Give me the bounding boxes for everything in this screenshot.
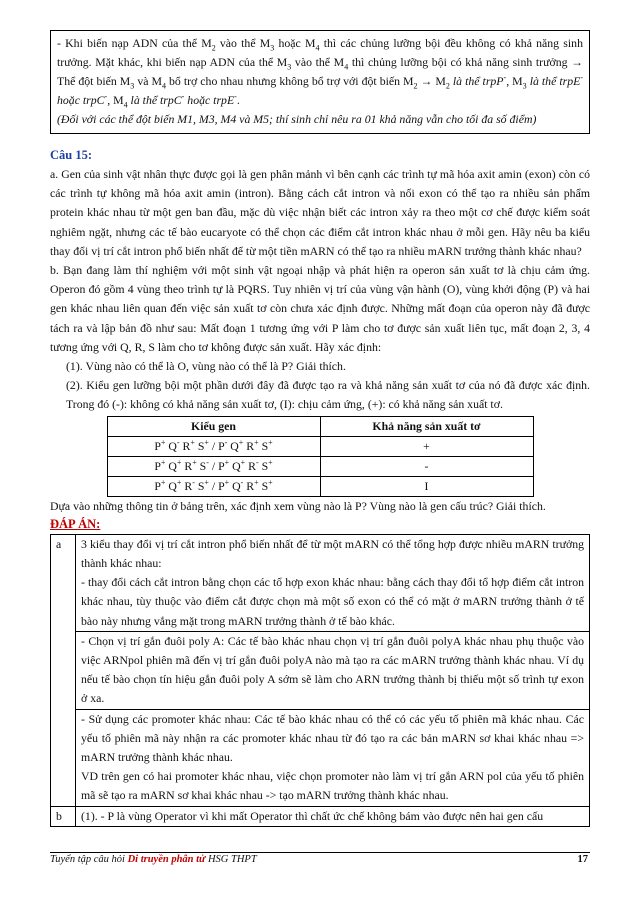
question-b-1: (1). Vùng nào có thể là O, vùng nào có thể là P? Giải thích. (66, 359, 346, 374)
answer-a-intro: 3 kiểu thay đổi vị trí cắt intron phổ biến nhất để từ một mARN có thể tổng hợp được nhiều mARN trưởng thành khác nhau: (81, 536, 584, 571)
answer-label-a: a (51, 534, 76, 806)
result-cell: + (320, 436, 533, 456)
answer-a-point-2: - Chọn vị trí gắn đuôi poly A: Các tế bào khác nhau chọn vị trí gắn đuôi polyA khác nhau phụ thuộc vào việc ARNpol phiên mã đến vị trí gắn đuôi polyA nào mà tạo ra các mARN trưởng thành khác nhau. Ví dụ nếu tế bào chọn tín hiệu gắn đuôi poly A sớm sẽ làm cho ARN trưởng thành bị thiếu một số trình tự exon ở xa. (76, 631, 590, 709)
table-row (107, 456, 533, 476)
footer-prefix: Tuyển tập câu hỏi (50, 854, 128, 865)
result-cell: - (320, 456, 533, 476)
previous-answer-text: - Khi biến nạp ADN của thể $M_2$ vào thể $M_3$ hoặc $M_4$ thì các chủng lưỡng bội đều không có khả năng sinh trưởng. Mặt khác, khi biến nạp ADN của thể $M_3$ vào thể $M_4$ thì chủng lưỡng bội có khả năng sinh trưởng → Thể đột biến $M_3$ và $M_4$ bổ trợ cho nhau nhưng không bổ trợ với đột biến $M_2 \to M_2$ là thể trpP-, $M_3$ là thể trpE- hoặc trpC-, $M_4$ là thể trpC- hoặc trpE-. (57, 36, 583, 110)
genotype-table (107, 416, 534, 497)
question-part-a: a. Gen của sinh vật nhân thực được gọi là gen phân mảnh vì bên cạnh các trình tự mã hóa axit amin (exon) còn có các trình tự không mã hóa axit amin (intron). Bằng cách cắt intron và nối exon có thể tạo ra nhiều sản phẩm protein khác nhau từ một gen ban đầu, mặc dù việc nhận biết các intron xảy ra theo một cơ chế được kiểm soát nghiêm ngặt, nhưng các tế bào eucaryote có thể chọn các điểm cắt intron khác nhau ở mỗi gen. Hãy nêu ba kiểu thay đổi vị trí cắt intron phổ biến nhất để từ một tiền mARN có thể tạo ra nhiều mARN trưởng thành khác nhau? (50, 167, 590, 258)
answer-a-example: VD trên gen có hai promoter khác nhau, việc chọn promoter nào làm vị trí gắn ARN pol của yếu tố phiên mã sẽ tạo ra mARN sơ khai khác nhau -> tạo mARN trưởng thành khác nhau. (81, 769, 584, 803)
answer-title: ĐÁP ÁN: (50, 516, 101, 531)
answer-row-a3 (51, 709, 590, 806)
answer-a-cell-3 (76, 709, 590, 806)
scoring-note: (Đối với các thể đột biến M1, M3, M4 và M5; thí sinh chỉ nêu ra 01 khả năng vẫn cho tối đa số điểm) (57, 112, 537, 126)
table-row (107, 436, 533, 456)
genotype-cell: P+ Q+ R+ S- / P+ Q+ R- S+ (107, 456, 320, 476)
question-title: Câu 15: (50, 148, 93, 162)
col-header-production: Khả năng sản xuất tơ (320, 416, 533, 436)
answer-row-a2 (51, 631, 590, 709)
genotype-cell: P+ Q+ R- S+ / P+ Q- R+ S+ (107, 476, 320, 496)
question-final: Dựa vào những thông tin ở bảng trên, xác định xem vùng nào là P? Vùng nào là gen cấu trúc? Giải thích. (50, 498, 546, 513)
answer-label-b: b (51, 806, 76, 826)
footer-suffix: HSG THPT (205, 854, 257, 865)
col-header-genotype: Kiểu gen (107, 416, 320, 436)
answer-a-point-1: - thay đổi cách cắt intron bằng chọn các tổ hợp exon khác nhau: bằng cách thay đổi tổ hợp điểm cắt intron khác nhau, tùy thuộc vào điểm cắt được chọn mà một số exon có thể có mặt ở mARN trưởng thành ở tế bào này nhưng vắng mặt trong mARN trưởng thành ở tế bào khác. (81, 575, 584, 628)
previous-answer-box (50, 30, 590, 134)
question-b-2: (2). Kiểu gen lưỡng bội một phần dưới đây đã được tạo ra và khả năng sản xuất tơ của nó đã được xác định. Trong đó (-): không có khả năng sản xuất tơ, (I): chịu cảm ứng, (+): có khả năng sản xuất tơ. (66, 378, 590, 412)
answer-a-point-3: - Sử dụng các promoter khác nhau: Các tế bào khác nhau có thể có các yếu tố phiên mã khác nhau. Các yếu tố phiên mã này nhận ra các promoter khác nhau từ đó tạo ra các bản mARN sơ khai khác nhau => mARN trưởng thành khác nhau. (81, 711, 584, 765)
answer-table (50, 534, 590, 827)
page-number: 17 (577, 854, 588, 865)
table-row (107, 476, 533, 496)
question-part-b: b. Bạn đang làm thí nghiệm với một sinh vật ngoại nhập và phát hiện ra operon sản xuất tơ là chịu cảm ứng. Operon đó gồm 4 vùng theo trình tự là PQRS. Tuy nhiên vị trí của vùng vận hành (O), vùng khởi động (P) và hai gen khác nhau liên quan đến việc sản xuất tơ còn chưa xác định được. Những mất đoạn của operon này đã được tách ra và lập bản đồ như sau: Mất đoạn 1 tương ứng với P làm cho tơ được sản xuất liên tục, mất đoạn 2, 3, 4 tương ứng với Q, R, S làm cho tơ không được sản xuất. Hãy xác định: (50, 263, 590, 354)
page-footer (50, 852, 590, 865)
answer-row-b (51, 806, 590, 826)
result-cell: I (320, 476, 533, 496)
answer-a-cell-1 (76, 534, 590, 631)
page-content (50, 30, 590, 827)
genotype-cell: P+ Q- R+ S+ / P- Q+ R+ S+ (107, 436, 320, 456)
answer-b-point-1: (1). - P là vùng Operator vì khi mất Operator thì chất ức chế không bám vào được nên hai gen cấu (76, 806, 590, 826)
footer-highlight: Di truyền phân tử (127, 854, 206, 865)
answer-row-a (51, 534, 590, 631)
